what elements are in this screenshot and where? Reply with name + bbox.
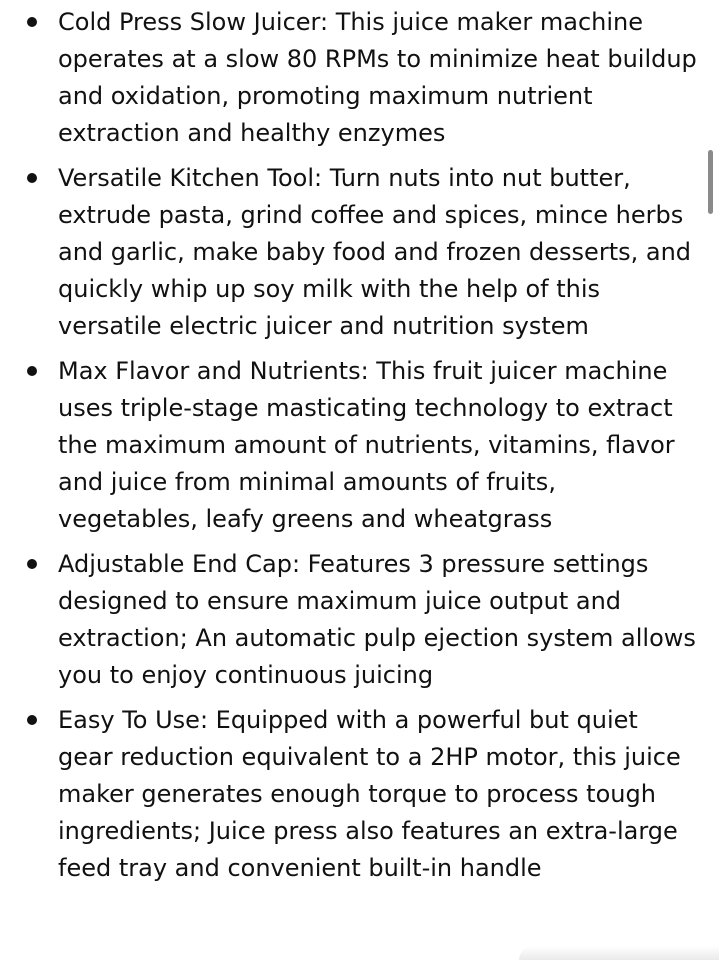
bullet-icon bbox=[27, 17, 37, 27]
bullet-text: Max Flavor and Nutrients: This fruit juicer machine uses triple-stage masticating technology to extract the maximum amount of nutrients, vitamins, flavor and juice from minimal amounts of fruits, vegetables, leafy greens and wheatgrass bbox=[58, 357, 675, 533]
feature-bullet-list bbox=[0, 4, 719, 895]
bullet-text: Adjustable End Cap: Features 3 pressure settings designed to ensure maximum juice output and extraction; An automatic pulp ejection system allows you to enjoy continuous juicing bbox=[58, 550, 696, 689]
list-item bbox=[0, 546, 719, 694]
bullet-text: Easy To Use: Equipped with a powerful but quiet gear reduction equivalent to a 2HP motor, this juice maker generates enough torque to process tough ingredients; Juice press also features an extra-large feed tray and convenient built-in handle bbox=[58, 706, 681, 882]
list-item bbox=[0, 353, 719, 538]
list-item bbox=[0, 160, 719, 345]
bullet-icon bbox=[27, 559, 37, 569]
bullet-icon bbox=[27, 715, 37, 725]
bullet-text: Versatile Kitchen Tool: Turn nuts into nut butter, extrude pasta, grind coffee and spices, mince herbs and garlic, make baby food and frozen desserts, and quickly whip up soy milk with the help of this versatile electric juicer and nutrition system bbox=[58, 164, 692, 340]
bottom-overlay-edge bbox=[519, 946, 719, 960]
list-item bbox=[0, 4, 719, 152]
scrollbar-thumb[interactable] bbox=[708, 150, 713, 214]
bullet-icon bbox=[27, 366, 37, 376]
list-item bbox=[0, 702, 719, 887]
bullet-text: Cold Press Slow Juicer: This juice maker machine operates at a slow 80 RPMs to minimize heat buildup and oxidation, promoting maximum nutrient extraction and healthy enzymes bbox=[58, 8, 697, 147]
bullet-icon bbox=[27, 173, 37, 183]
